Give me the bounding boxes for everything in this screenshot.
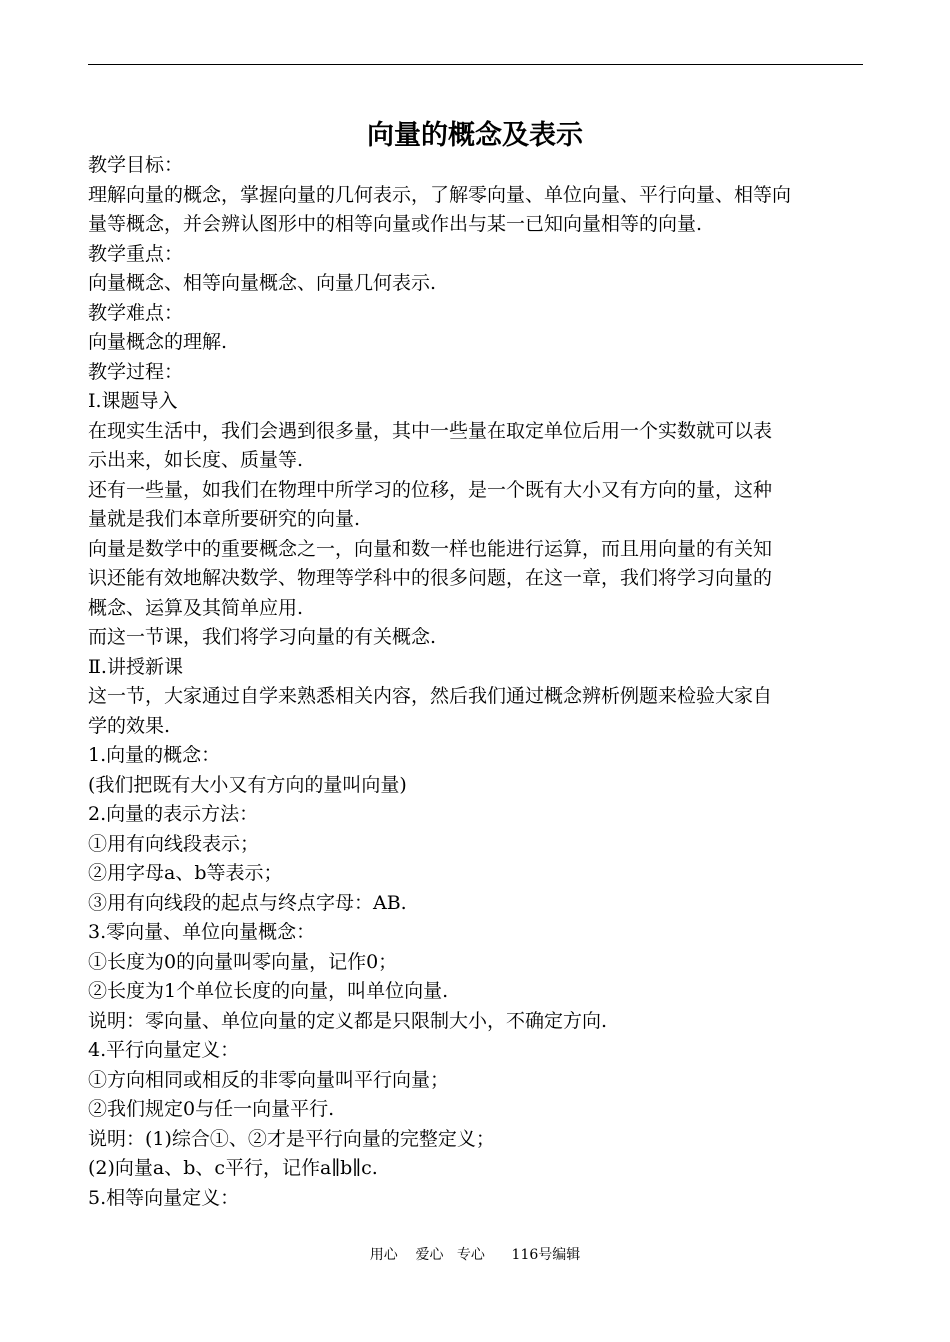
text-line: 这一节，大家通过自学来熟悉相关内容，然后我们通过概念辨析例题来检验大家自 <box>88 685 773 707</box>
text-line: 说明：零向量、单位向量的定义都是只限制大小，不确定方向. <box>88 1009 608 1032</box>
text-line: (我们把既有大小又有方向的量叫向量) <box>88 773 407 796</box>
text-line: 说明：(1)综合①、②才是平行向量的完整定义； <box>88 1127 495 1150</box>
text-line: 4.平行向量定义： <box>88 1039 240 1061</box>
text-line: ③用有向线段的起点与终点字母：AB. <box>88 891 407 914</box>
text-line: 5.相等向量定义： <box>88 1186 240 1209</box>
document-title: 向量的概念及表示 <box>367 120 583 151</box>
text-line: 识还能有效地解决数学、物理等学科中的很多问题，在这一章，我们将学习向量的 <box>88 567 773 589</box>
text-line: 量就是我们本章所要研究的向量. <box>88 508 361 530</box>
page-footer: 用心 爱心 专心 116号编辑 <box>369 1247 581 1263</box>
text-line: 教学难点： <box>88 301 184 324</box>
text-line: 理解向量的概念，掌握向量的几何表示，了解零向量、单位向量、平行向量、相等向 <box>88 183 792 206</box>
text-line: (2)向量a、b、c平行，记作a∥b∥c. <box>88 1157 378 1179</box>
text-line: 在现实生活中，我们会遇到很多量，其中一些量在取定单位后用一个实数就可以表 <box>88 419 773 442</box>
text-line: ①方向相同或相反的非零向量叫平行向量； <box>88 1068 450 1091</box>
text-line: 概念、运算及其简单应用. <box>88 596 304 619</box>
text-line: 教学目标： <box>88 154 184 176</box>
document-body <box>88 151 866 1213</box>
text-line: ②长度为1个单位长度的向量，叫单位向量. <box>88 980 449 1002</box>
header-rule <box>88 64 863 65</box>
text-line: 教学重点： <box>88 242 184 265</box>
text-line: 向量概念的理解. <box>88 331 228 353</box>
text-line: ①长度为0的向量叫零向量，记作0； <box>88 950 398 973</box>
text-line: ①用有向线段表示； <box>88 832 260 855</box>
text-line: 学的效果. <box>88 714 171 737</box>
text-line: 2.向量的表示方法： <box>88 803 259 825</box>
text-line: ②我们规定0与任一向量平行. <box>88 1098 335 1120</box>
section-heading: Ⅱ.讲授新课 <box>88 655 183 678</box>
text-line: ②用字母a、b等表示； <box>88 862 283 884</box>
text-line: 教学过程： <box>88 360 184 383</box>
text-line: 量等概念，并会辨认图形中的相等向量或作出与某一已知向量相等的向量. <box>88 213 703 235</box>
text-line: 示出来，如长度、质量等. <box>88 449 304 471</box>
text-line: 3.零向量、单位向量概念： <box>88 921 316 943</box>
text-line: 而这一节课，我们将学习向量的有关概念. <box>88 626 437 648</box>
text-line: 1.向量的概念： <box>88 744 221 766</box>
section-heading: Ⅰ.课题导入 <box>88 390 178 412</box>
text-line: 向量概念、相等向量概念、向量几何表示. <box>88 272 437 294</box>
text-line: 还有一些量，如我们在物理中所学习的位移，是一个既有大小又有方向的量，这种 <box>88 478 773 501</box>
text-line: 向量是数学中的重要概念之一，向量和数一样也能进行运算，而且用向量的有关知 <box>88 537 773 560</box>
